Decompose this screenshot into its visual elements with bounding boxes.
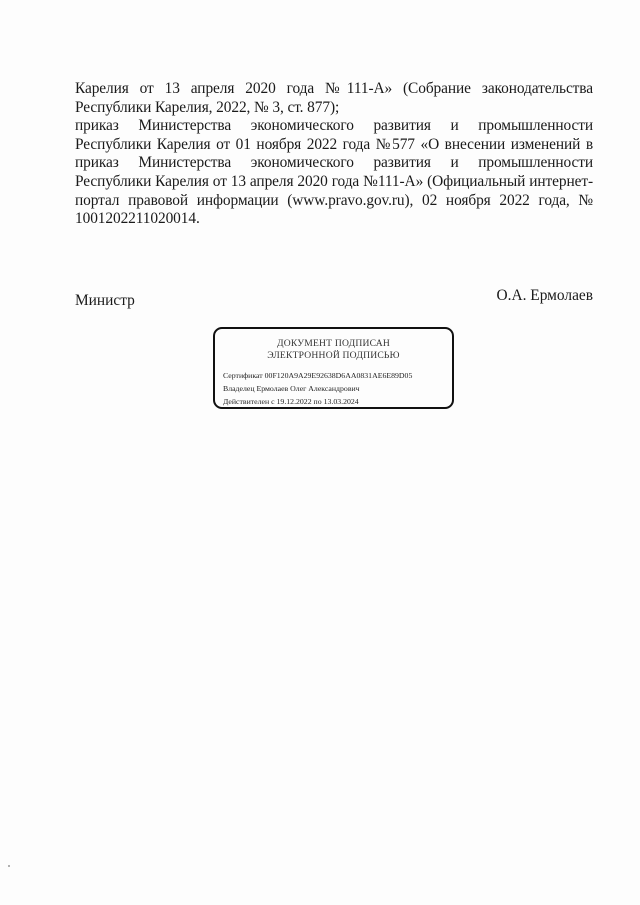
- stamp-heading-line-1: ДОКУМЕНТ ПОДПИСАН: [276, 338, 390, 349]
- stamp-heading: [215, 338, 452, 362]
- signature-block: [75, 287, 593, 314]
- signatory-name: О.А. Ермолаев: [496, 287, 593, 304]
- stamp-validity: Действителен с 19.12.2022 по 13.03.2024: [223, 397, 359, 406]
- stamp-heading-line-2: ЭЛЕКТРОННОЙ ПОДПИСЬЮ: [267, 350, 400, 361]
- signatory-title: Министр: [75, 292, 135, 309]
- scan-speck: [8, 865, 10, 867]
- document-body: [75, 80, 593, 229]
- paragraph-order-577: приказ Министерства экономического развития и промышленности Республики Карелия от 01 ноября 2022 года №577 «О внесении изменений в приказ Министерства экономического развития и промышленности Республики Карелия от 13 апреля 2020 года №111-А» (Официальный интернет-портал правовой информации (www.pravo.gov.ru), 02 ноября 2022 года, № 1001202211020014.: [75, 117, 593, 228]
- electronic-signature-stamp: [213, 327, 454, 409]
- stamp-certificate: Сертификат 00F120A9A29E92638D6AA0831AE6E89D05: [223, 371, 413, 380]
- stamp-owner: Владелец Ермолаев Олег Александрович: [223, 384, 360, 393]
- paragraph-karelia-source: Карелия от 13 апреля 2020 года №111-А» (Собрание законодательства Республики Карелия, 2022, № 3, ст. 877);: [75, 80, 593, 116]
